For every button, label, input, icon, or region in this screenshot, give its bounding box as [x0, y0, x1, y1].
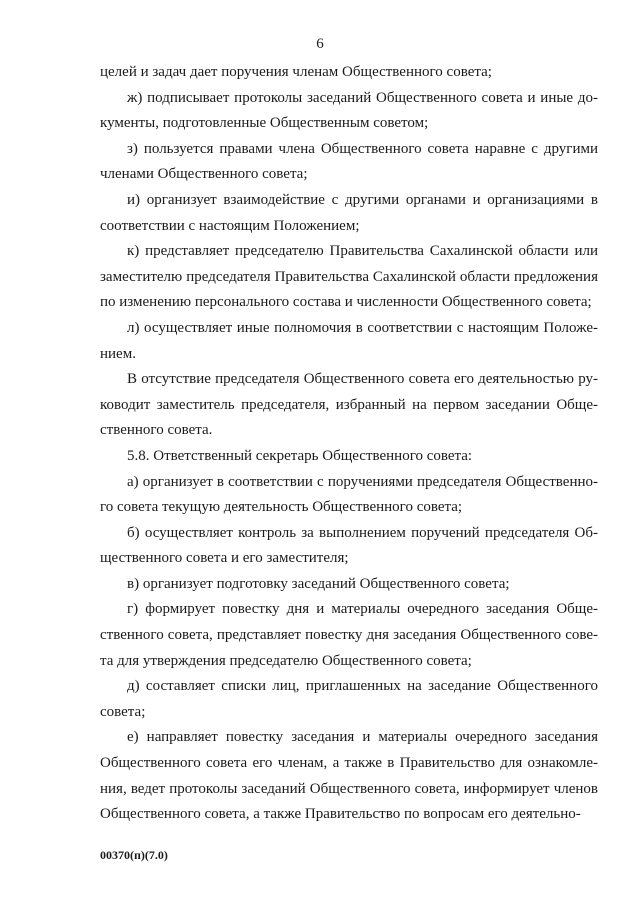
- section-heading-5-8: 5.8. Ответственный секретарь Общественного совета:: [127, 447, 473, 464]
- paragraph-item-z: з) пользуется правами члена Общественного совета наравне с другими членами Общественного совета;: [100, 140, 598, 183]
- paragraph-item-zh: ж) подписывает протоколы заседаний Общественного совета и иные до-кументы, подготовленные Общественным советом;: [100, 89, 598, 132]
- paragraph-continuation: целей и задач дает поручения членам Общественного совета;: [100, 64, 492, 80]
- paragraph-item-g: г) формирует повестку дня и материалы очередного заседания Обще-ственного совета, представляет повестку дня заседания Общественного сове-та для утверждения председателю Общественного совета;: [100, 601, 598, 669]
- page-number: 6: [316, 36, 324, 52]
- document-footer-code: 00370(п)(7.0): [100, 848, 168, 862]
- paragraph-item-l: л) осуществляет иные полномочия в соответствии с настоящим Положе-нием.: [100, 319, 598, 362]
- paragraph-item-b: б) осуществляет контроль за выполнением поручений председателя Об-щественного совета и его заместителя;: [100, 524, 598, 567]
- paragraph-item-d: д) составляет списки лиц, приглашенных на заседание Общественного совета;: [100, 678, 598, 720]
- paragraph-item-a: а) организует в соответствии с поручениями председателя Общественно-го совета текущую деятельность Общественного совета;: [100, 473, 598, 516]
- paragraph-deputy-chairman: В отсутствие председателя Общественного совета его деятельностью ру-ководит заместитель председателя, избранный на первом заседании Обще-ственного совета.: [100, 371, 598, 439]
- document-body: [100, 60, 598, 828]
- paragraph-item-e: е) направляет повестку заседания и материалы очередного заседания Общественного совета его членам, а также в Правительство для ознакомле-ния, ведет протоколы заседаний Общественного совета, информирует членов Общественного совета, а также Правительство по вопросам его деятельно-: [100, 729, 598, 823]
- paragraph-item-v: в) организует подготовку заседаний Общественного совета;: [127, 575, 510, 592]
- paragraph-item-i: и) организует взаимодействие с другими органами и организациями в соответствии с настоящим Положением;: [100, 191, 598, 234]
- paragraph-item-k: к) представляет председателю Правительства Сахалинской области или заместителю председателя Правительства Сахалинской области предложения по изменению персонального состава и численности Общественного совета;: [100, 243, 598, 311]
